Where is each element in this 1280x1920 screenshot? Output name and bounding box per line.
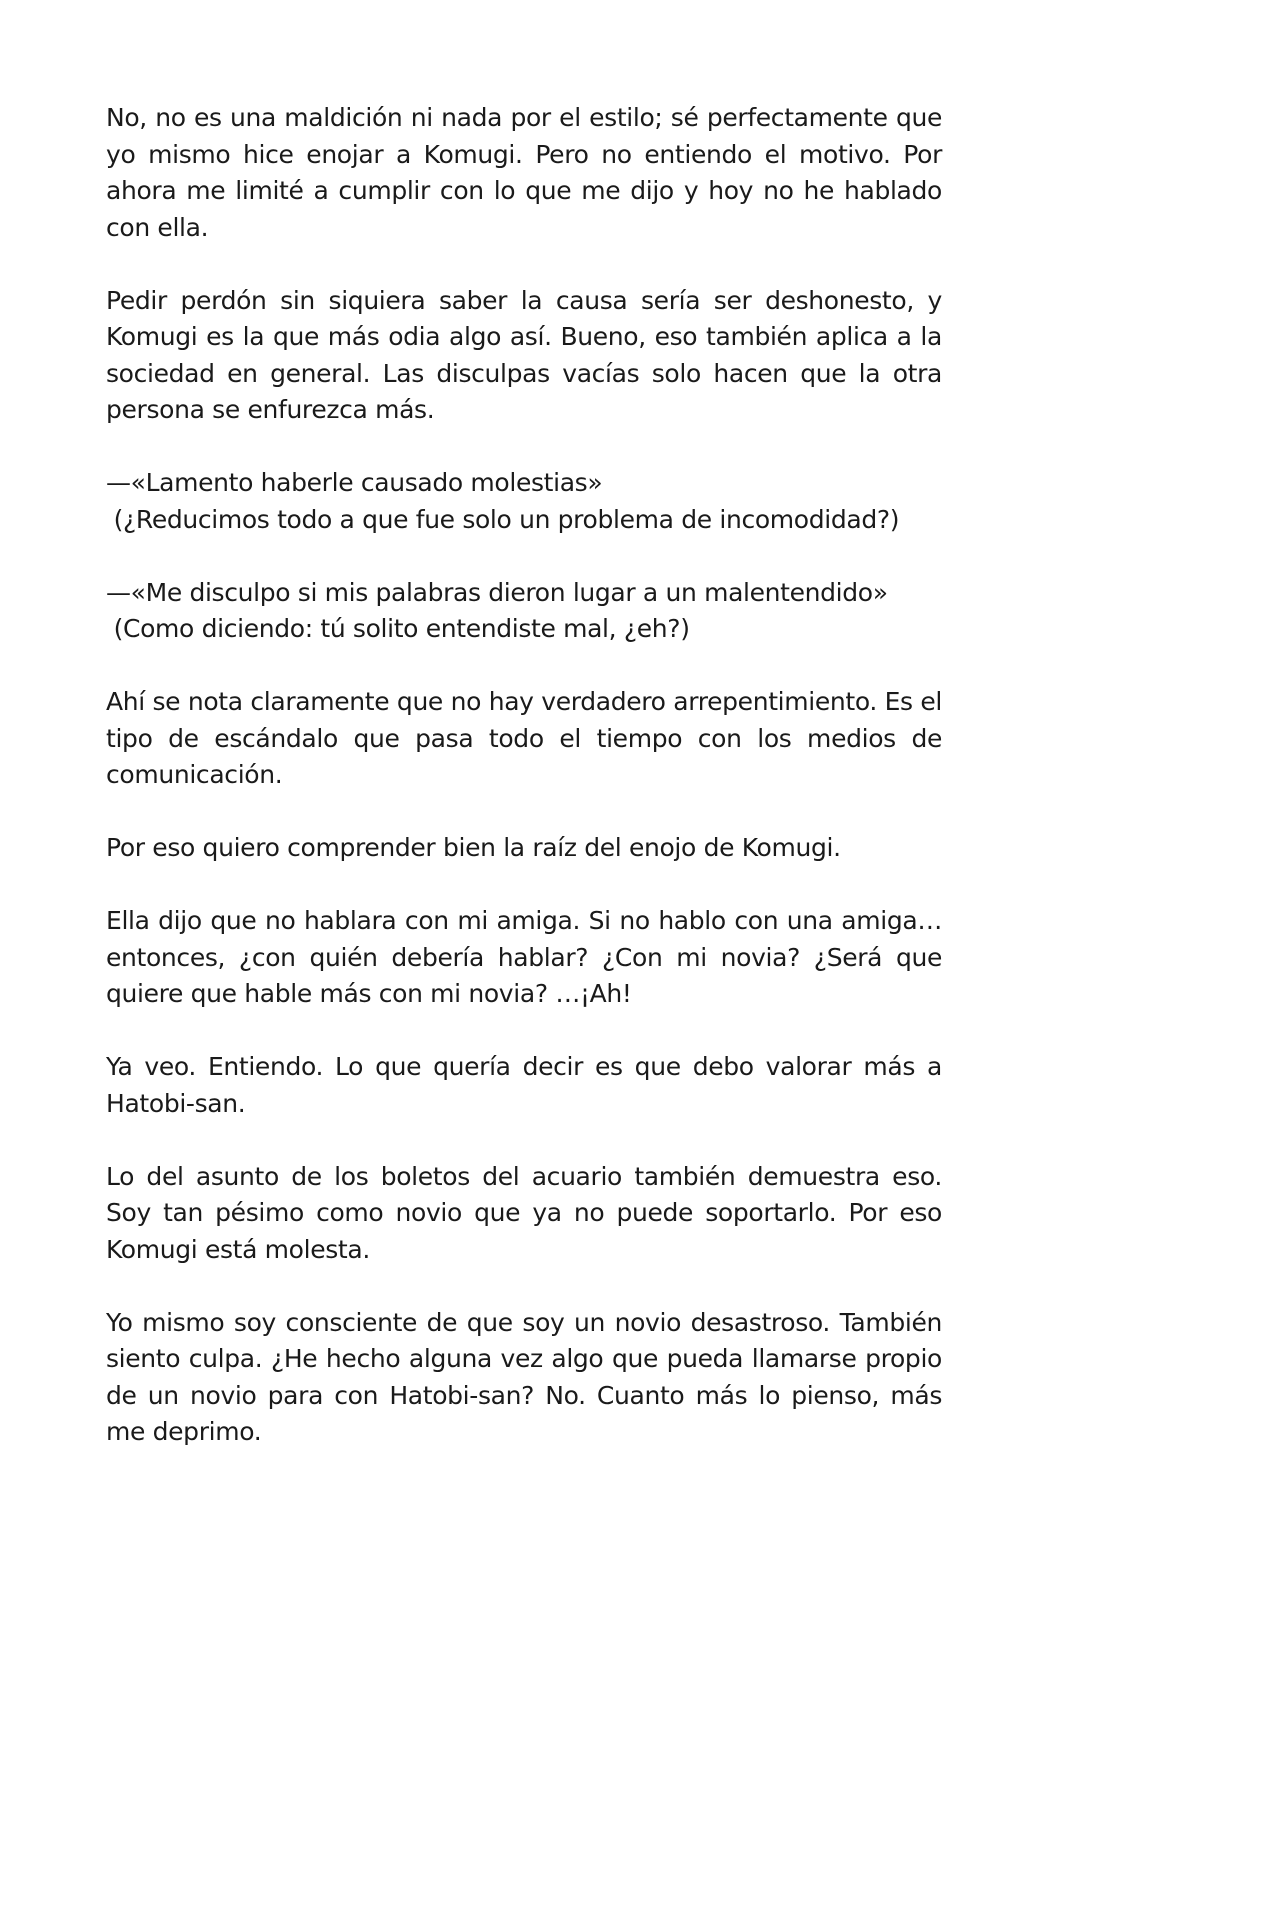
dialogue-block: [106, 575, 942, 648]
paragraph: Pedir perdón sin siquiera saber la causa sería ser deshonesto, y Komugi es la que más odia algo así. Bueno, eso también aplica a la sociedad en general. Las disculpas vacías solo hacen que la otra persona se enfurezca más.: [106, 285, 942, 424]
dialogue-aside: (Como diciendo: tú solito entendiste mal, ¿eh?): [106, 614, 690, 643]
dialogue-line: —«Me disculpo si mis palabras dieron lugar a un malentendido»: [106, 577, 888, 607]
paragraph: Lo del asunto de los boletos del acuario también demuestra eso. Soy tan pésimo como novio que ya no puede soportarlo. Por eso Komugi está molesta.: [106, 1161, 942, 1264]
paragraph: Ella dijo que no hablara con mi amiga. Si no hablo con una amiga… entonces, ¿con quién debería hablar? ¿Con mi novia? ¿Será que quiere que hable más con mi novia? …¡Ah!: [106, 906, 942, 1008]
document-page: [106, 100, 942, 1487]
paragraph: Ya veo. Entiendo. Lo que quería decir es que debo valorar más a Hatobi-san.: [106, 1052, 942, 1118]
dialogue-line: —«Lamento haberle causado molestias»: [106, 468, 603, 497]
paragraph: Ahí se nota claramente que no hay verdadero arrepentimiento. Es el tipo de escándalo que pasa todo el tiempo con los medios de comunicación.: [106, 687, 942, 789]
dialogue-aside: (¿Reducimos todo a que fue solo un problema de incomodidad?): [106, 504, 900, 534]
paragraph: Yo mismo soy consciente de que soy un novio desastroso. También siento culpa. ¿He hecho alguna vez algo que pueda llamarse propio de un novio para con Hatobi-san? No. Cuanto más lo pienso, más me deprimo.: [106, 1307, 942, 1446]
paragraph: No, no es una maldición ni nada por el estilo; sé perfectamente que yo mismo hice enojar a Komugi. Pero no entiendo el motivo. Por ahora me limité a cumplir con lo que me dijo y hoy no he hablado con ella.: [106, 103, 942, 242]
paragraph: Por eso quiero comprender bien la raíz del enojo de Komugi.: [106, 833, 841, 862]
dialogue-block: [106, 465, 942, 538]
